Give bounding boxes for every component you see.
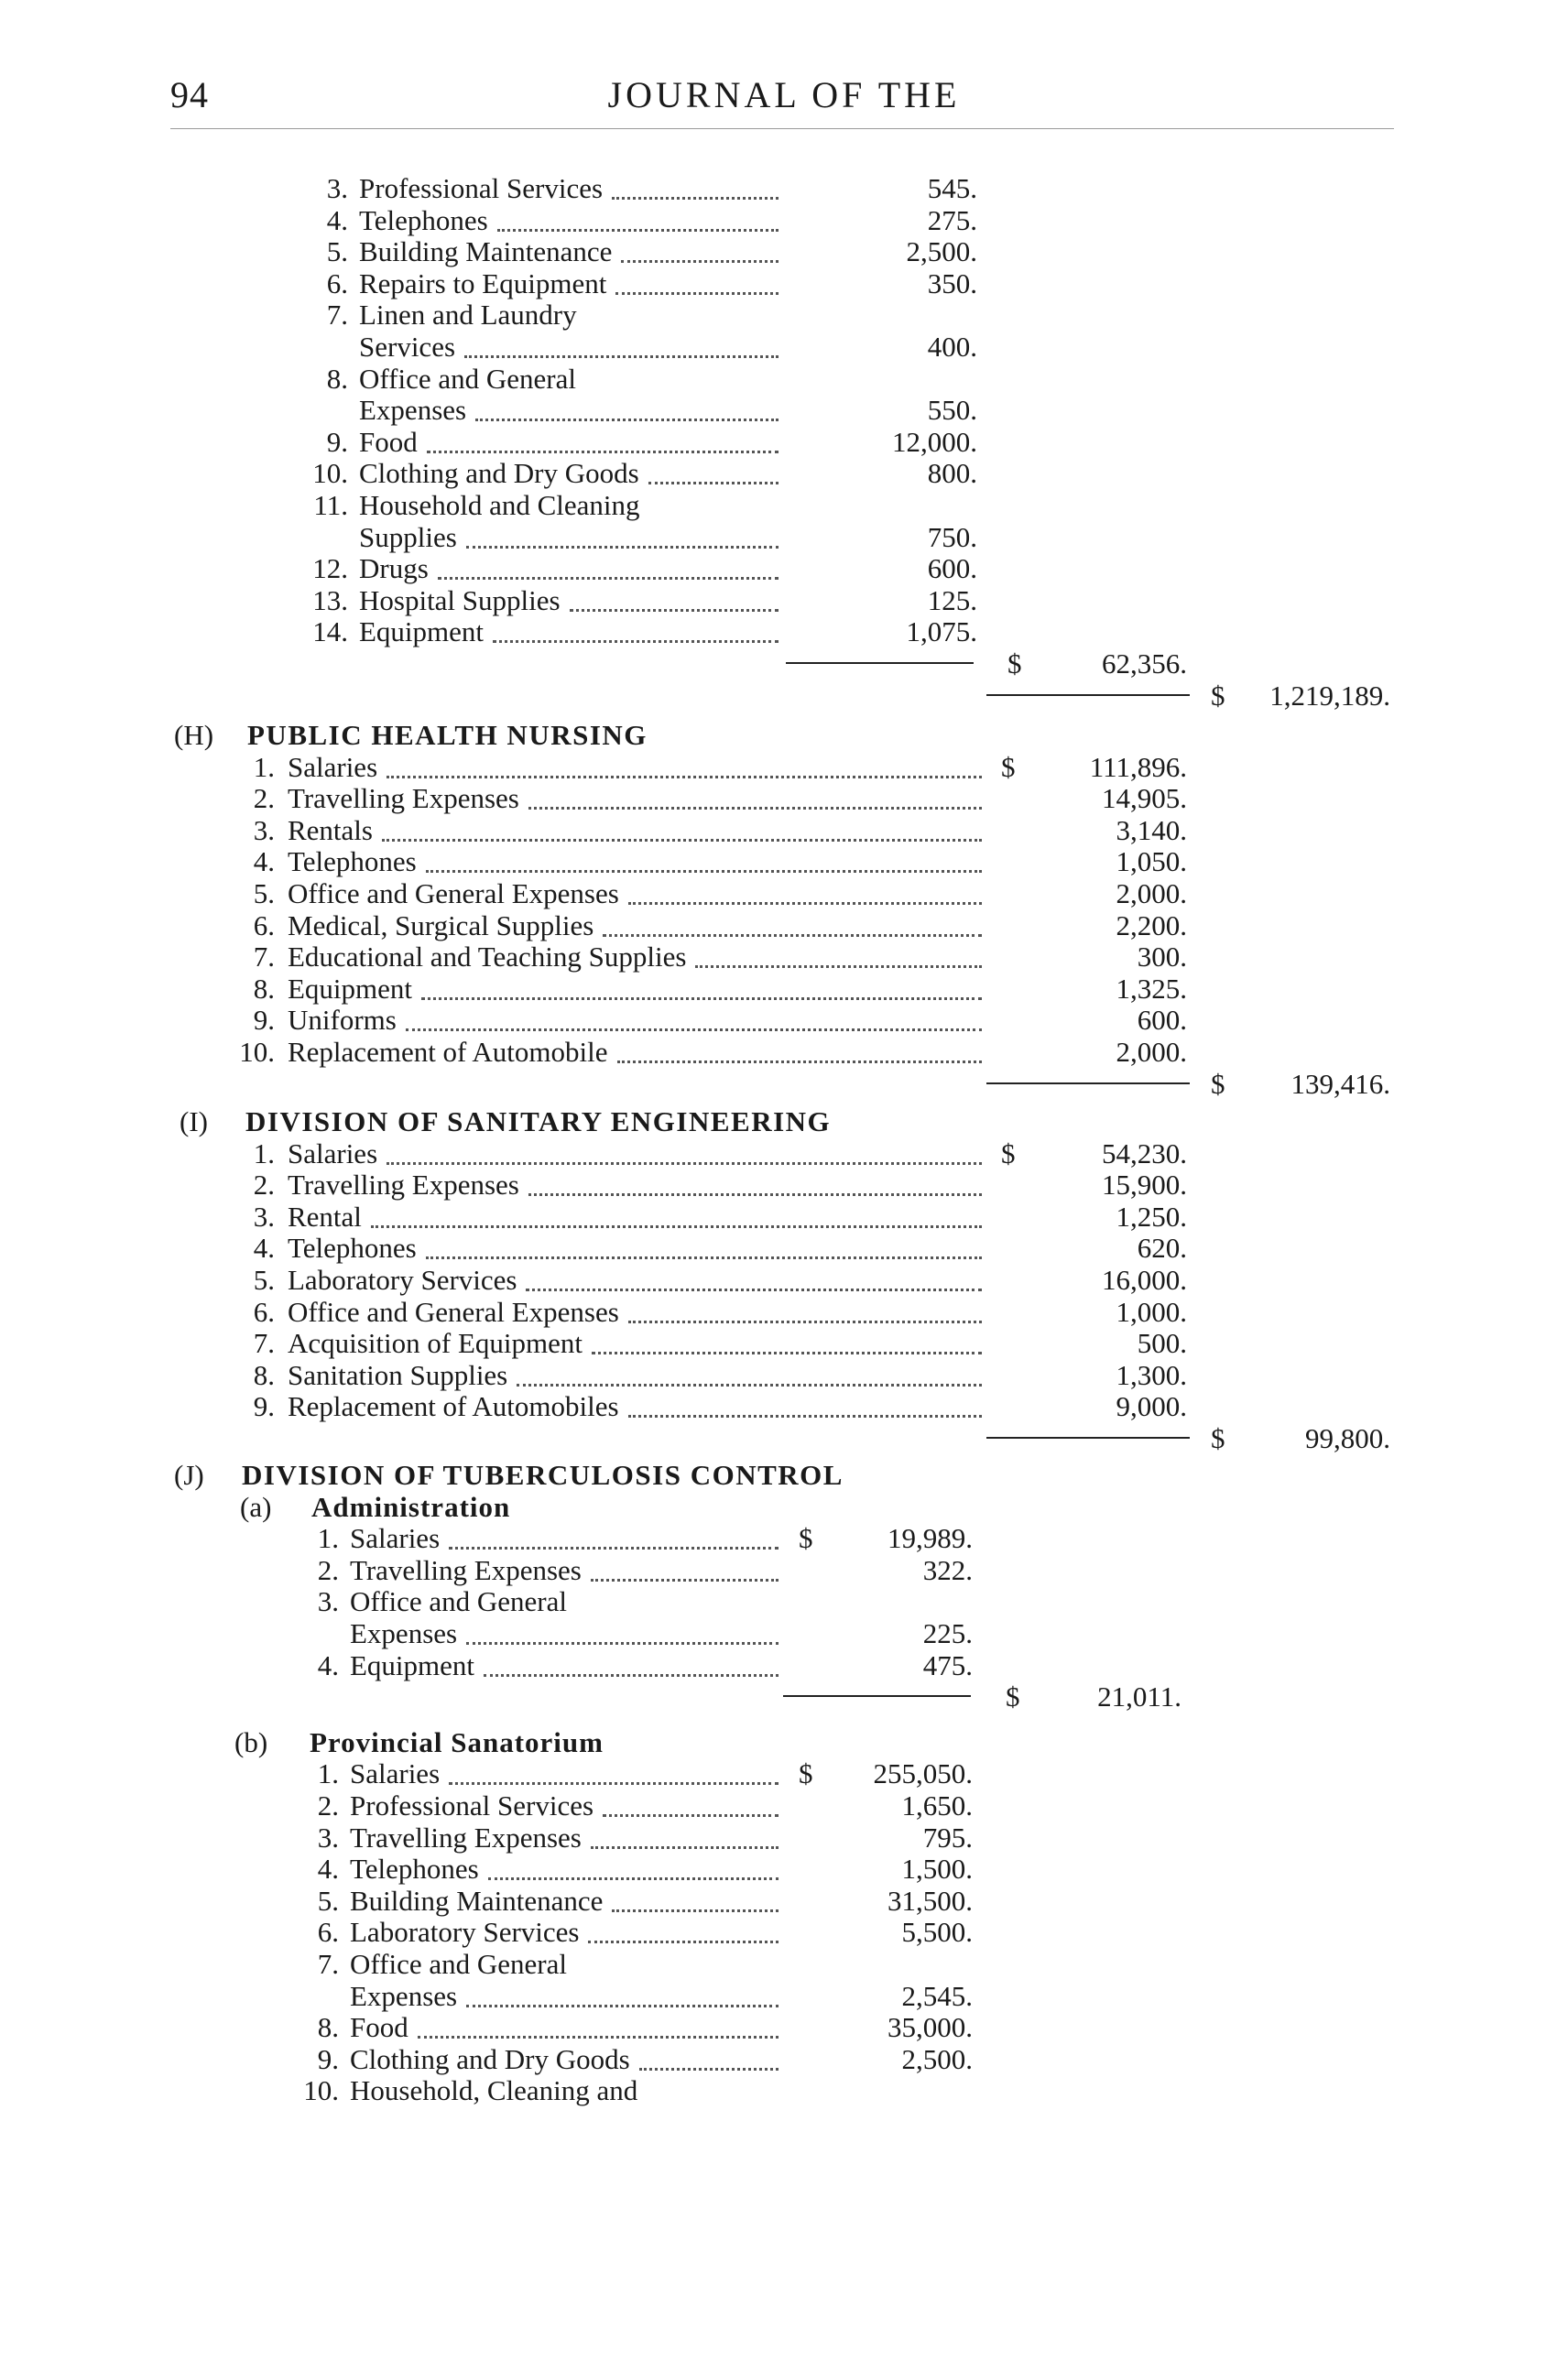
item-label: Professional Services (359, 172, 604, 204)
total-row (0, 680, 1568, 712)
item-label: Supplies (359, 520, 457, 553)
item-number: 6. (253, 908, 275, 941)
item-label: Telephones (288, 1232, 417, 1265)
item-amount: 12,000. (892, 425, 977, 458)
item-amount: 550. (927, 394, 977, 427)
item-number: 1. (253, 1137, 275, 1169)
item-label: Replacement of Automobile (288, 1036, 608, 1068)
list-item (0, 364, 1568, 395)
dot-leader (387, 1131, 982, 1165)
item-label: Educational and Teaching Supplies (288, 941, 687, 973)
item-number: 3. (326, 172, 348, 204)
item-amount: 322. (922, 1553, 973, 1586)
item-number: 9. (253, 1390, 275, 1423)
item-amount: 111,896. (1089, 750, 1187, 783)
item-amount: 31,500. (887, 1884, 973, 1917)
dot-leader (449, 1516, 779, 1550)
item-amount: 300. (1137, 941, 1187, 973)
item-amount: 1,500. (901, 1853, 973, 1886)
dollar-sign: $ (799, 1757, 813, 1790)
dot-leader (639, 2037, 779, 2071)
list-item (0, 332, 1568, 363)
dot-leader (603, 1783, 779, 1817)
page-header (0, 73, 1568, 128)
dot-leader (497, 198, 779, 232)
dot-leader (493, 609, 779, 643)
section-letter: (H) (174, 719, 214, 751)
item-number: 3. (253, 1200, 275, 1233)
item-label: Travelling Expenses (288, 1169, 519, 1202)
item-label: Telephones (288, 845, 417, 878)
item-number: 2. (253, 782, 275, 815)
section-title: DIVISION OF SANITARY ENGINEERING (245, 1105, 832, 1137)
journal-title: JOURNAL OF THE (607, 74, 961, 115)
item-number: 9. (326, 425, 348, 458)
list-item (0, 1523, 1568, 1554)
item-number: 2. (317, 1789, 339, 1822)
item-number: 1. (317, 1522, 339, 1555)
list-item (0, 2075, 1568, 2106)
list-item (0, 2012, 1568, 2043)
subtotal-amount: 62,356. (1102, 647, 1187, 680)
list-item (0, 585, 1568, 616)
item-label: Rental (288, 1200, 362, 1233)
list-item (0, 2044, 1568, 2075)
item-amount: 1,050. (1116, 845, 1187, 878)
dot-leader (528, 776, 982, 810)
item-label: Travelling Expenses (350, 1821, 582, 1854)
subsection-heading (0, 1727, 1568, 1758)
item-label: Salaries (350, 1757, 441, 1790)
dot-leader (591, 1815, 779, 1849)
item-amount: 5,500. (901, 1916, 973, 1949)
total-row (0, 1069, 1568, 1100)
item-amount: 2,000. (1116, 1036, 1187, 1068)
dot-leader (615, 261, 779, 295)
dot-leader (648, 451, 779, 484)
list-item (0, 1886, 1568, 1917)
item-number: 1. (253, 750, 275, 783)
subtotal-amount: 21,011. (1097, 1680, 1181, 1713)
item-label: Clothing and Dry Goods (359, 457, 639, 490)
list-item (0, 299, 1568, 331)
dot-leader (588, 1909, 779, 1943)
list-item (0, 205, 1568, 236)
item-amount: 350. (927, 266, 977, 299)
list-item (0, 1391, 1568, 1422)
dot-leader (426, 839, 982, 873)
item-label: Expenses (350, 1979, 458, 2012)
dot-leader (628, 1289, 982, 1323)
subsection-heading (0, 1492, 1568, 1523)
item-label: Telephones (350, 1853, 479, 1886)
list-item (0, 1586, 1568, 1617)
item-number: 5. (326, 235, 348, 268)
item-label: Salaries (288, 750, 378, 783)
list-item (0, 427, 1568, 458)
item-amount: 2,545. (901, 1979, 973, 2012)
item-label: Travelling Expenses (350, 1553, 582, 1586)
item-label: Rentals (288, 813, 373, 846)
subtotal-row (0, 1681, 1568, 1713)
dot-leader (612, 166, 779, 200)
item-amount: 1,325. (1116, 972, 1187, 1005)
dot-leader (406, 997, 982, 1031)
section-letter: (I) (180, 1105, 208, 1137)
item-amount: 475. (922, 1648, 973, 1681)
dot-leader (570, 578, 779, 612)
item-label: Laboratory Services (288, 1264, 517, 1296)
item-label: Sanitation Supplies (288, 1358, 508, 1391)
item-label: Expenses (359, 394, 467, 427)
item-number: 3. (253, 813, 275, 846)
list-item (0, 1917, 1568, 1948)
item-label: Services (359, 331, 456, 363)
item-number: 9. (253, 1004, 275, 1037)
dot-leader (371, 1194, 982, 1228)
section-title: PUBLIC HEALTH NURSING (247, 719, 648, 751)
dot-leader (591, 1548, 779, 1582)
list-item (0, 173, 1568, 204)
item-label: Medical, Surgical Supplies (288, 908, 594, 941)
item-number: 2. (253, 1169, 275, 1202)
item-number: 2. (317, 1553, 339, 1586)
item-label: Repairs to Equipment (359, 266, 607, 299)
dot-leader (466, 1611, 779, 1645)
item-number: 7. (317, 1948, 339, 1980)
item-number: 7. (253, 941, 275, 973)
item-amount: 9,000. (1116, 1390, 1187, 1423)
item-number: 13. (312, 583, 348, 616)
list-item (0, 1790, 1568, 1822)
item-number: 14. (312, 615, 348, 648)
list-item (0, 616, 1568, 647)
item-amount: 545. (927, 172, 977, 204)
dot-leader (466, 1974, 779, 2007)
dot-leader (421, 966, 982, 1000)
item-label: Replacement of Automobiles (288, 1390, 619, 1423)
list-item (0, 490, 1568, 521)
item-number: 4. (253, 845, 275, 878)
item-amount: 19,989. (887, 1522, 973, 1555)
item-amount: 2,000. (1116, 877, 1187, 909)
dot-leader (449, 1751, 779, 1785)
list-item (0, 1981, 1568, 2012)
list-item (0, 268, 1568, 299)
page-number: 94 (170, 74, 209, 115)
item-amount: 600. (1137, 1004, 1187, 1037)
dot-leader (464, 324, 779, 358)
item-amount: 800. (927, 457, 977, 490)
item-amount: 225. (922, 1617, 973, 1649)
dollar-sign: $ (1211, 1067, 1225, 1100)
item-amount: 3,140. (1116, 813, 1187, 846)
dollar-sign: $ (1007, 647, 1022, 680)
item-label: Office and General Expenses (288, 877, 619, 909)
dot-leader (617, 1029, 982, 1063)
dollar-sign: $ (1001, 1137, 1016, 1169)
item-amount: 400. (927, 331, 977, 363)
item-label: Food (359, 425, 418, 458)
item-number: 3. (317, 1585, 339, 1618)
item-amount: 54,230. (1102, 1137, 1187, 1169)
item-number: 12. (312, 552, 348, 585)
dot-leader (628, 1384, 982, 1418)
section-letter: (J) (174, 1459, 204, 1491)
item-amount: 1,300. (1116, 1358, 1187, 1391)
list-item (0, 1555, 1568, 1586)
dot-leader (484, 1643, 779, 1677)
item-label: Professional Services (350, 1789, 594, 1822)
item-amount: 620. (1137, 1232, 1187, 1265)
list-item (0, 236, 1568, 267)
subsection-title: Provincial Sanatorium (310, 1725, 604, 1758)
item-number: 6. (326, 266, 348, 299)
item-label: Office and General (359, 362, 576, 395)
item-number: 8. (317, 2011, 339, 2044)
item-number: 10. (239, 1036, 275, 1068)
item-label: Drugs (359, 552, 429, 585)
item-number: 6. (253, 1295, 275, 1328)
section-heading (0, 1460, 1568, 1491)
item-label: Travelling Expenses (288, 782, 519, 815)
section-title: DIVISION OF TUBERCULOSIS CONTROL (242, 1459, 844, 1491)
item-amount: 750. (927, 520, 977, 553)
dot-leader (612, 1878, 779, 1912)
item-number: 1. (317, 1757, 339, 1790)
list-item (0, 522, 1568, 553)
dot-leader (517, 1353, 982, 1387)
item-label: Acquisition of Equipment (288, 1327, 583, 1360)
dot-leader (528, 1162, 982, 1196)
list-item (0, 1618, 1568, 1649)
item-number: 4. (317, 1853, 339, 1886)
item-number: 7. (253, 1327, 275, 1360)
item-number: 9. (317, 2042, 339, 2075)
dot-leader (382, 808, 982, 842)
subtotal-row (0, 648, 1568, 680)
item-amount: 500. (1137, 1327, 1187, 1360)
item-number: 8. (253, 1358, 275, 1391)
total-amount: 139,416. (1290, 1067, 1390, 1100)
item-label: Hospital Supplies (359, 583, 561, 616)
dot-leader (695, 934, 982, 968)
item-label: Equipment (359, 615, 485, 648)
dot-leader (466, 515, 779, 549)
item-label: Household and Cleaning (359, 489, 640, 521)
item-number: 5. (253, 877, 275, 909)
item-label: Equipment (288, 972, 413, 1005)
item-amount: 15,900. (1102, 1169, 1187, 1202)
dot-leader (628, 871, 982, 905)
item-amount: 1,075. (906, 615, 977, 648)
item-amount: 255,050. (873, 1757, 973, 1790)
item-amount: 16,000. (1102, 1264, 1187, 1296)
total-amount: 99,800. (1305, 1422, 1390, 1454)
item-number: 5. (317, 1884, 339, 1917)
list-item (0, 1650, 1568, 1681)
item-number: 5. (253, 1264, 275, 1296)
dollar-sign: $ (1006, 1680, 1020, 1713)
item-amount: 795. (922, 1821, 973, 1854)
dollar-sign: $ (799, 1522, 813, 1555)
dollar-sign: $ (1211, 679, 1225, 712)
dot-leader (475, 387, 779, 421)
list-item (0, 458, 1568, 489)
list-item (0, 1758, 1568, 1789)
item-label: Salaries (288, 1137, 378, 1169)
header-rule (170, 128, 1394, 129)
item-number: 11. (313, 489, 348, 521)
subsection-letter: (a) (240, 1490, 272, 1523)
item-number: 7. (326, 299, 348, 332)
item-label: Telephones (359, 203, 488, 236)
list-item (0, 1854, 1568, 1885)
item-label: Salaries (350, 1522, 441, 1555)
item-label: Linen and Laundry (359, 299, 577, 332)
item-number: 10. (303, 2074, 339, 2107)
item-number: 3. (317, 1821, 339, 1854)
item-number: 6. (317, 1916, 339, 1949)
item-number: 4. (326, 203, 348, 236)
item-amount: 14,905. (1102, 782, 1187, 815)
subsection-letter: (b) (234, 1725, 268, 1758)
dot-leader (426, 1225, 982, 1259)
item-label: Clothing and Dry Goods (350, 2042, 630, 2075)
item-amount: 125. (927, 583, 977, 616)
item-amount: 1,250. (1116, 1200, 1187, 1233)
item-number: 10. (312, 457, 348, 490)
list-item (0, 395, 1568, 426)
item-amount: 1,000. (1116, 1295, 1187, 1328)
total-row (0, 1423, 1568, 1454)
item-label: Expenses (350, 1617, 458, 1649)
item-amount: 2,200. (1116, 908, 1187, 941)
item-amount: 275. (927, 203, 977, 236)
dot-leader (603, 903, 982, 937)
item-number: 8. (326, 362, 348, 395)
item-number: 4. (253, 1232, 275, 1265)
list-item (0, 1949, 1568, 1980)
dot-leader (592, 1321, 982, 1354)
dot-leader (621, 229, 779, 263)
item-number: 8. (253, 972, 275, 1005)
item-label: Office and General (350, 1948, 567, 1980)
item-label: Office and General (350, 1585, 567, 1618)
total-amount: 1,219,189. (1269, 679, 1390, 712)
list-item (0, 1037, 1568, 1068)
list-item (0, 1822, 1568, 1854)
item-amount: 1,650. (901, 1789, 973, 1822)
dot-leader (438, 546, 779, 580)
item-amount: 2,500. (901, 2042, 973, 2075)
item-label: Laboratory Services (350, 1916, 580, 1949)
dot-leader (526, 1257, 982, 1291)
subsection-title: Administration (311, 1490, 511, 1523)
item-label: Equipment (350, 1648, 475, 1681)
list-item (0, 553, 1568, 584)
dot-leader (418, 2005, 779, 2039)
dot-leader (427, 419, 779, 453)
item-label: Food (350, 2011, 408, 2044)
item-label: Office and General Expenses (288, 1295, 619, 1328)
dot-leader (488, 1846, 779, 1880)
item-label: Building Maintenance (359, 235, 613, 268)
item-number: 4. (317, 1648, 339, 1681)
dollar-sign: $ (1211, 1422, 1225, 1454)
dot-leader (387, 745, 982, 778)
item-label: Household, Cleaning and (350, 2074, 638, 2107)
item-label: Uniforms (288, 1004, 397, 1037)
dollar-sign: $ (1001, 750, 1016, 783)
item-amount: 35,000. (887, 2011, 973, 2044)
item-amount: 600. (927, 552, 977, 585)
item-label: Building Maintenance (350, 1884, 604, 1917)
item-amount: 2,500. (906, 235, 977, 268)
